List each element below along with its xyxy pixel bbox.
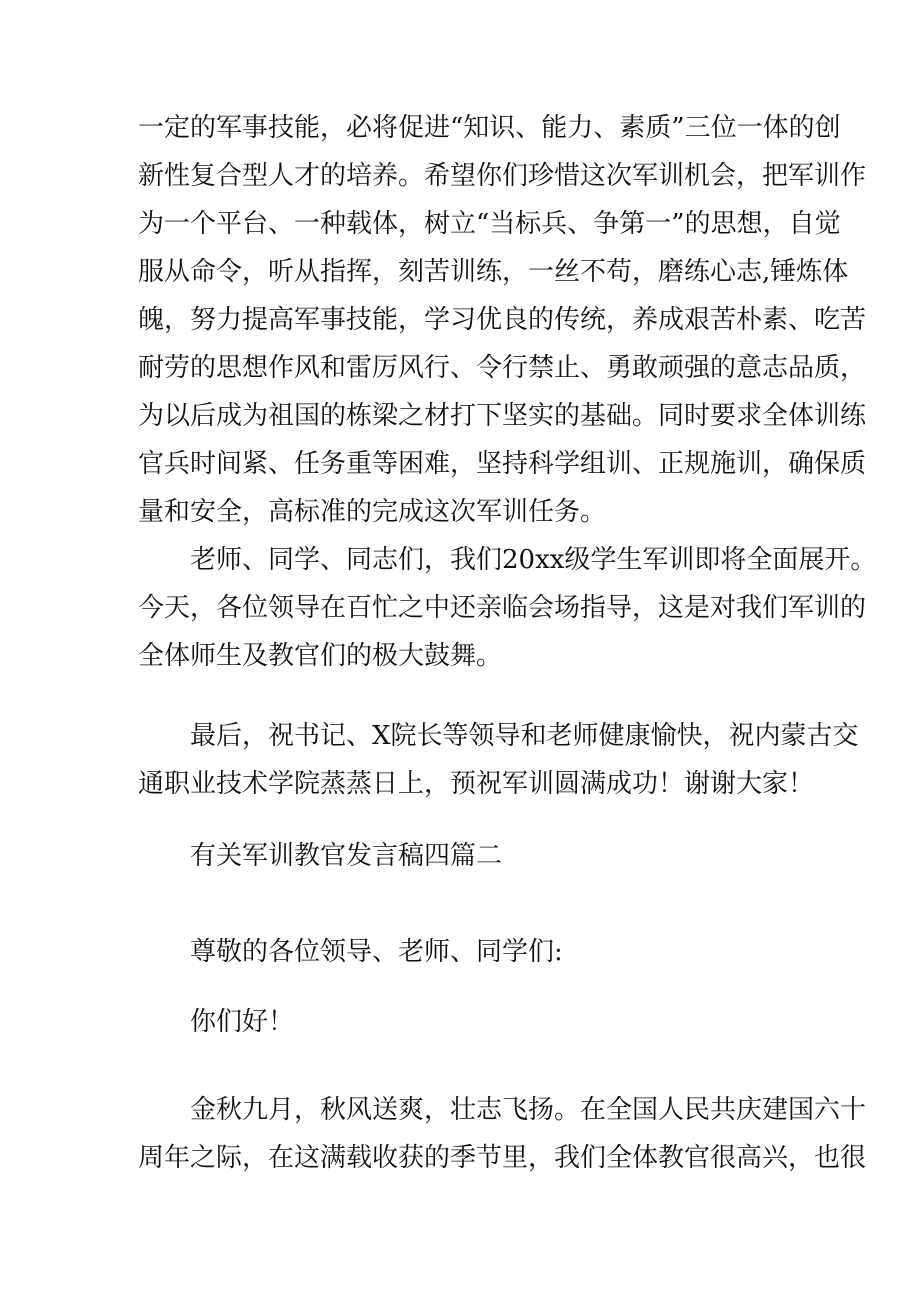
section-title — [138, 832, 798, 880]
text-line: 量和安全，高标准的完成这次军训任务。 — [138, 497, 607, 527]
text-line: 全体师生及教官们的极大鼓舞。 — [138, 641, 503, 671]
greeting — [138, 998, 798, 1046]
text-line: 今天，各位领导在百忙之中还亲临会场指导，这是对我们军训的 — [138, 593, 867, 623]
salutation — [138, 928, 798, 976]
paragraph-training-start — [138, 536, 877, 680]
paragraph-closing-wishes — [138, 712, 859, 808]
text-line: 老师、同学、同志们，我们20xx级学生军训即将全面展开。 — [190, 545, 877, 575]
text-line: 官兵时间紧、任务重等困难，坚持科学组训、正规施训，确保质 — [138, 449, 867, 479]
salutation-text: 尊敬的各位领导、老师、同学们: — [190, 937, 563, 967]
text-line: 为以后成为祖国的栋梁之材打下坚实的基础。同时要求全体训练 — [138, 401, 867, 431]
text-line: 服从命令，听从指挥，刻苦训练，一丝不苟，磨练心志,锤炼体 — [138, 257, 849, 287]
text-line: 新性复合型人才的培养。希望你们珍惜这次军训机会，把军训作 — [138, 161, 867, 191]
section-title-text: 有关军训教官发言稿四篇二 — [190, 841, 503, 871]
greeting-text: 你们好！ — [190, 1007, 295, 1037]
text-line: 一定的军事技能，必将促进“知识、能力、素质”三位一体的创 — [138, 113, 841, 143]
paragraph-autumn-opening — [138, 1086, 867, 1182]
text-line: 通职业技术学院蒸蒸日上，预祝军训圆满成功！谢谢大家！ — [138, 769, 815, 799]
text-line: 魄，努力提高军事技能，学习优良的传统，养成艰苦朴素、吃苦 — [138, 305, 867, 335]
text-line: 最后，祝书记、X院长等领导和老师健康愉快，祝内蒙古交 — [190, 721, 859, 751]
text-line: 耐劳的思想作风和雷厉风行、令行禁止、勇敢顽强的意志品质， — [138, 353, 867, 383]
text-line: 周年之际，在这满载收获的季节里，我们全体教官很高兴，也很 — [138, 1143, 867, 1173]
text-line: 为一个平台、一种载体，树立“当标兵、争第一”的思想，自觉 — [138, 209, 841, 239]
paragraph-military-skills — [138, 104, 867, 536]
text-line: 金秋九月，秋风送爽，壮志飞扬。在全国人民共庆建国六十 — [190, 1095, 867, 1125]
